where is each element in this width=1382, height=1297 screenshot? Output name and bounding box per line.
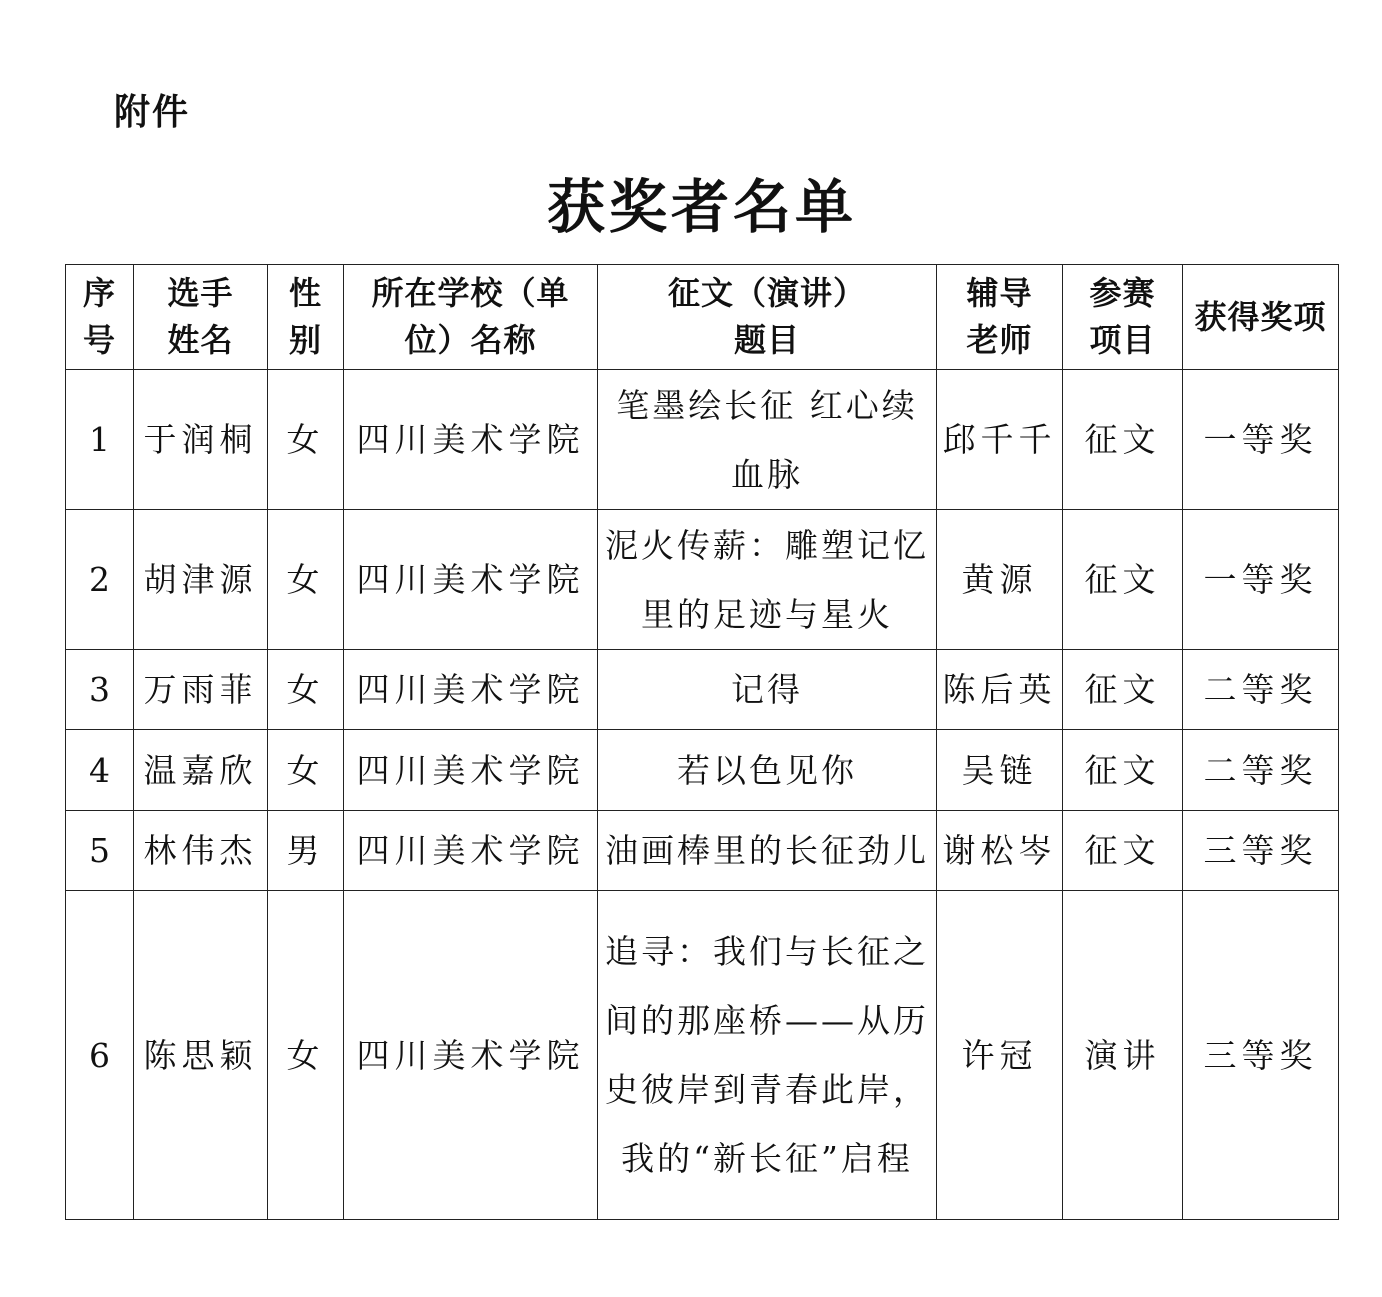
cell-award: 二等奖 xyxy=(1183,730,1339,811)
cell-teacher: 许冠 xyxy=(937,891,1063,1220)
cell-no: 2 xyxy=(66,510,134,650)
cell-school: 四川美术学院 xyxy=(344,510,598,650)
cell-name: 万雨菲 xyxy=(134,650,268,730)
cell-no: 6 xyxy=(66,891,134,1220)
cell-category: 征文 xyxy=(1063,730,1183,811)
cell-name: 于润桐 xyxy=(134,370,268,510)
cell-award: 三等奖 xyxy=(1183,891,1339,1220)
cell-category: 征文 xyxy=(1063,650,1183,730)
cell-category: 征文 xyxy=(1063,510,1183,650)
table-row xyxy=(66,730,1339,811)
column-header-topic xyxy=(598,265,937,370)
topic-line: 间的那座桥——从历 xyxy=(605,1001,929,1040)
table-row xyxy=(66,510,1339,650)
cell-category: 演讲 xyxy=(1063,891,1183,1220)
topic-line: 记得 xyxy=(731,670,803,709)
column-header-line: 题目 xyxy=(733,321,800,359)
cell-school: 四川美术学院 xyxy=(344,370,598,510)
cell-award: 二等奖 xyxy=(1183,650,1339,730)
cell-name: 林伟杰 xyxy=(134,811,268,891)
column-header-line: 辅导 xyxy=(966,274,1033,312)
cell-award: 一等奖 xyxy=(1183,510,1339,650)
cell-category: 征文 xyxy=(1063,370,1183,510)
cell-name: 温嘉欣 xyxy=(134,730,268,811)
column-header-line: 姓名 xyxy=(167,321,234,359)
column-header-line: 选手 xyxy=(167,274,234,312)
table-row xyxy=(66,370,1339,510)
table-row xyxy=(66,811,1339,891)
cell-no: 5 xyxy=(66,811,134,891)
cell-topic xyxy=(598,510,937,650)
cell-topic xyxy=(598,730,937,811)
cell-topic xyxy=(598,370,937,510)
cell-gender: 男 xyxy=(268,811,344,891)
cell-gender: 女 xyxy=(268,370,344,510)
topic-line: 笔墨绘长征 红心续 xyxy=(616,385,918,425)
topic-line: 血脉 xyxy=(731,454,803,494)
column-header-line: 位）名称 xyxy=(404,321,537,359)
topic-line: 油画棒里的长征劲儿 xyxy=(605,831,929,870)
column-header-school xyxy=(344,265,598,370)
column-header-line: 序 xyxy=(82,274,116,312)
winners-table xyxy=(65,264,1339,1220)
cell-gender: 女 xyxy=(268,510,344,650)
cell-teacher: 黄源 xyxy=(937,510,1063,650)
cell-no: 1 xyxy=(66,370,134,510)
column-header-line: 项目 xyxy=(1089,321,1156,359)
cell-topic xyxy=(598,650,937,730)
column-header-line: 老师 xyxy=(966,321,1033,359)
column-header-line: 征文（演讲） xyxy=(667,274,866,312)
cell-award: 三等奖 xyxy=(1183,811,1339,891)
column-header-line: 所在学校（单 xyxy=(371,274,570,312)
cell-teacher: 吴链 xyxy=(937,730,1063,811)
cell-gender: 女 xyxy=(268,730,344,811)
attachment-label: 附件 xyxy=(114,92,191,133)
table-row xyxy=(66,891,1339,1220)
topic-line: 里的足迹与星火 xyxy=(641,594,893,634)
cell-gender: 女 xyxy=(268,650,344,730)
cell-topic xyxy=(598,811,937,891)
column-header-line: 号 xyxy=(82,321,116,359)
column-header-teacher xyxy=(937,265,1063,370)
column-header-line: 获得奖项 xyxy=(1194,297,1327,336)
cell-school: 四川美术学院 xyxy=(344,650,598,730)
column-header-gender xyxy=(268,265,344,370)
topic-line: 追寻：我们与长征之 xyxy=(605,932,929,971)
table-row xyxy=(66,650,1339,730)
column-header-name xyxy=(134,265,268,370)
column-header-no xyxy=(66,265,134,370)
column-header-line: 参赛 xyxy=(1089,274,1156,312)
cell-no: 3 xyxy=(66,650,134,730)
cell-school: 四川美术学院 xyxy=(344,730,598,811)
cell-award: 一等奖 xyxy=(1183,370,1339,510)
topic-line: 我的“新长征”启程 xyxy=(621,1139,913,1178)
cell-name: 陈思颖 xyxy=(134,891,268,1220)
column-header-line: 性 xyxy=(288,274,322,312)
column-header-award xyxy=(1183,265,1339,370)
cell-category: 征文 xyxy=(1063,811,1183,891)
topic-line: 史彼岸到青春此岸， xyxy=(605,1070,929,1109)
cell-teacher: 谢松岑 xyxy=(937,811,1063,891)
topic-line: 泥火传薪：雕塑记忆 xyxy=(605,525,929,565)
cell-name: 胡津源 xyxy=(134,510,268,650)
topic-line: 若以色见你 xyxy=(677,750,857,790)
cell-topic xyxy=(598,891,937,1220)
cell-gender: 女 xyxy=(268,891,344,1220)
column-header-category xyxy=(1063,265,1183,370)
table-header-row xyxy=(66,265,1339,370)
table-body xyxy=(66,370,1339,1220)
cell-no: 4 xyxy=(66,730,134,811)
cell-school: 四川美术学院 xyxy=(344,811,598,891)
cell-teacher: 陈后英 xyxy=(937,650,1063,730)
page-title: 获奖者名单 xyxy=(546,173,857,241)
column-header-line: 别 xyxy=(288,321,322,359)
cell-school: 四川美术学院 xyxy=(344,891,598,1220)
cell-teacher: 邱千千 xyxy=(937,370,1063,510)
